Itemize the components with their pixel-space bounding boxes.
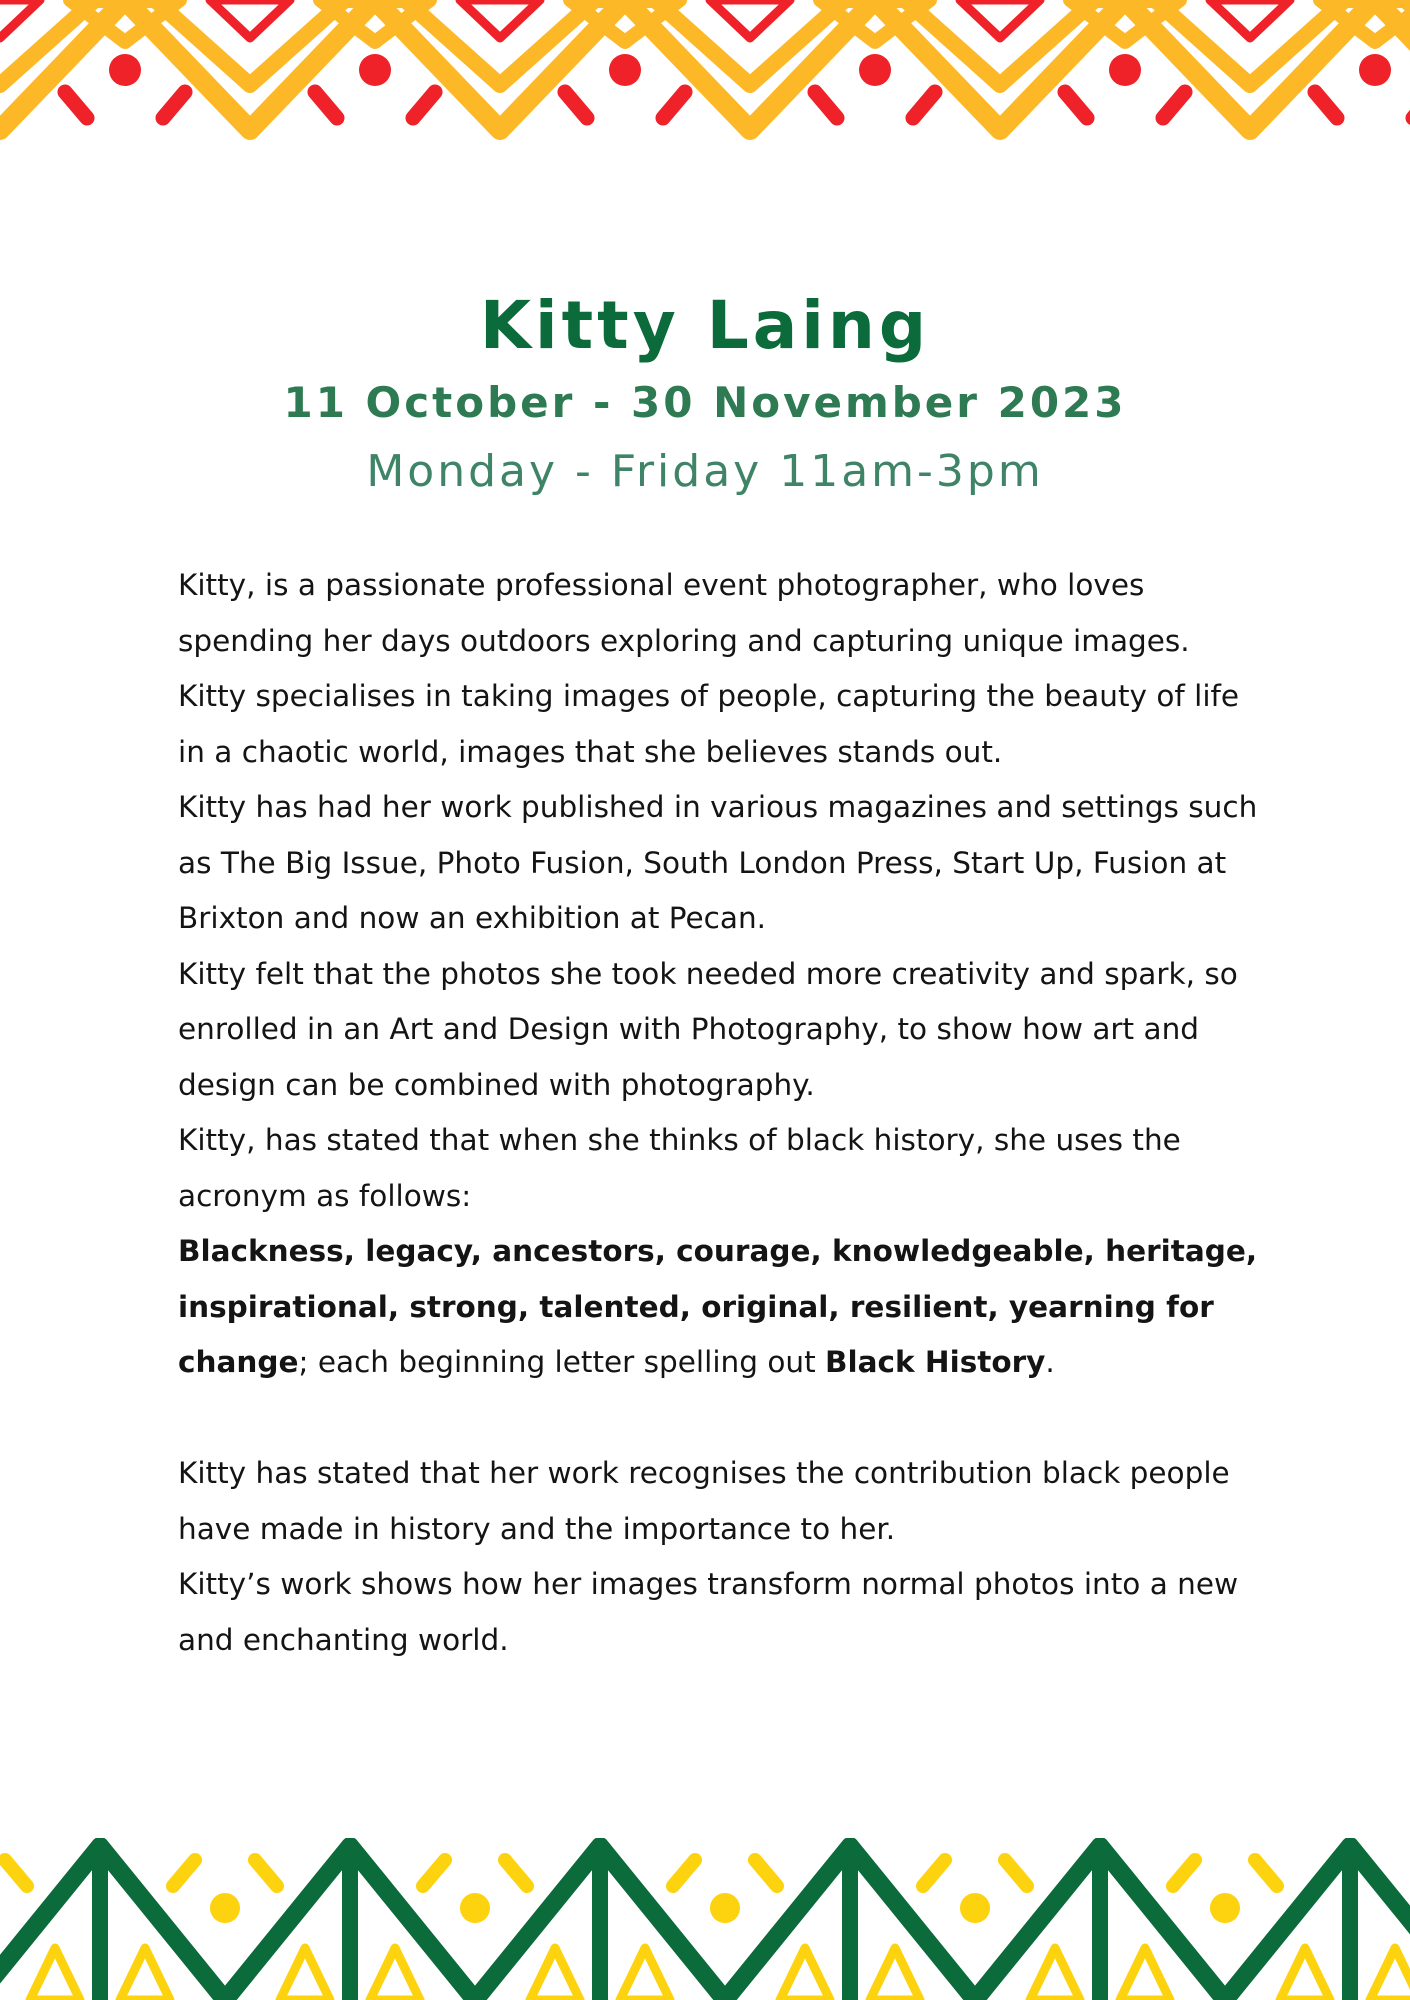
acronym-term: Black History (825, 1345, 1046, 1379)
bio-paragraph-6: Kitty has stated that her work recognises the contribution black people have made in history and the importance to her. (178, 1456, 1230, 1546)
bottom-yellow-dash (1255, 1860, 1277, 1886)
opening-hours: Monday - Friday 11am-3pm (366, 446, 1044, 497)
top-red-triangle (210, 0, 290, 38)
bottom-yellow-triangle (120, 1948, 170, 2000)
acronym-paragraph (178, 1224, 1258, 1391)
top-red-dot (359, 54, 391, 86)
top-red-triangle (1210, 0, 1290, 38)
bottom-yellow-dash (1173, 1860, 1195, 1886)
bottom-yellow-dot (210, 1893, 240, 1923)
top-zigzag-line (0, 0, 1410, 130)
biography (178, 558, 1258, 1668)
bottom-zigzag-cross-line (0, 1846, 1410, 2000)
bottom-yellow-dash (673, 1860, 695, 1886)
top-red-triangle (460, 0, 540, 38)
top-red-triangle (0, 0, 40, 38)
bottom-yellow-dash (1005, 1860, 1027, 1886)
top-red-dot (1109, 54, 1141, 86)
top-red-dash (663, 92, 685, 118)
exhibition-dates: 11 October - 30 November 2023 (283, 378, 1127, 427)
bottom-yellow-triangle (620, 1948, 670, 2000)
paragraph-gap (178, 1391, 1258, 1447)
bottom-yellow-triangle (1280, 1948, 1330, 2000)
top-red-dash (1315, 92, 1337, 118)
bottom-yellow-dash (173, 1860, 195, 1886)
top-zigzag (0, 0, 1410, 130)
bottom-yellow-triangle (870, 1948, 920, 2000)
bottom-yellow-dot (710, 1893, 740, 1923)
bottom-yellow-triangle (30, 1948, 80, 2000)
acronym-words: Blackness, legacy, ancestors, courage, knowledgeable, heritage, inspirational, strong, talented, original, resilient, yearning for change (178, 1234, 1258, 1379)
bio-paragraph-1: Kitty, is a passionate professional event photographer, who loves spending her days outdoors exploring and capturing unique images. Kitty specialises in taking images of people, capturing the beauty of life in a chaotic world, images that she believes stands out. (178, 568, 1240, 769)
top-red-dash (565, 92, 587, 118)
bottom-yellow-dash (423, 1860, 445, 1886)
bottom-yellow-triangle (780, 1948, 830, 2000)
bio-paragraph-4: Kitty, has stated that when she thinks of black history, she uses the acronym as follows: (178, 1123, 1181, 1213)
top-red-triangle (960, 0, 1040, 38)
bottom-yellow-dot (460, 1893, 490, 1923)
top-red-dot (1359, 54, 1391, 86)
top-pattern-border (0, 0, 1410, 145)
top-red-dash (913, 92, 935, 118)
top-red-dash (1065, 92, 1087, 118)
top-red-dash (65, 92, 87, 118)
bio-paragraph-7: Kitty’s work shows how her images transform normal photos into a new and enchanting world. (178, 1567, 1239, 1657)
bottom-yellow-dot (1210, 1893, 1240, 1923)
bottom-yellow-triangle (280, 1948, 330, 2000)
bottom-pattern-border (0, 1838, 1410, 2000)
bottom-yellow-dash (255, 1860, 277, 1886)
header (0, 280, 1410, 510)
top-red-triangle (710, 0, 790, 38)
bio-paragraph-2: Kitty has had her work published in various magazines and settings such as The Big Issue, Photo Fusion, South London Press, Start Up, Fusion at Brixton and now an exhibition at Pecan. (178, 790, 1258, 935)
top-red-dash (413, 92, 435, 118)
page-title: Kitty Laing (479, 287, 931, 364)
top-red-dot (609, 54, 641, 86)
top-red-dot (109, 54, 141, 86)
bottom-yellow-dash (923, 1860, 945, 1886)
bottom-yellow-triangle (370, 1948, 420, 2000)
top-red-dash (815, 92, 837, 118)
bottom-yellow-dash (755, 1860, 777, 1886)
bottom-yellow-triangle (1370, 1948, 1410, 2000)
bottom-yellow-dash (5, 1860, 27, 1886)
top-red-dot (859, 54, 891, 86)
bottom-yellow-dash (505, 1860, 527, 1886)
acronym-end: . (1045, 1345, 1055, 1379)
bottom-yellow-dot (960, 1893, 990, 1923)
bottom-yellow-triangle (1030, 1948, 1080, 2000)
bottom-zigzag (0, 1846, 1410, 2000)
top-red-dash (163, 92, 185, 118)
top-red-dash (1163, 92, 1185, 118)
top-red-dash (315, 92, 337, 118)
bottom-yellow-triangle (530, 1948, 580, 2000)
acronym-mid-text: ; each beginning letter spelling out (298, 1345, 826, 1379)
bio-paragraph-3: Kitty felt that the photos she took needed more creativity and spark, so enrolled in an Art and Design with Photography, to show how art and design can be combined with photography. (178, 956, 1238, 1102)
bottom-yellow-triangle (1120, 1948, 1170, 2000)
